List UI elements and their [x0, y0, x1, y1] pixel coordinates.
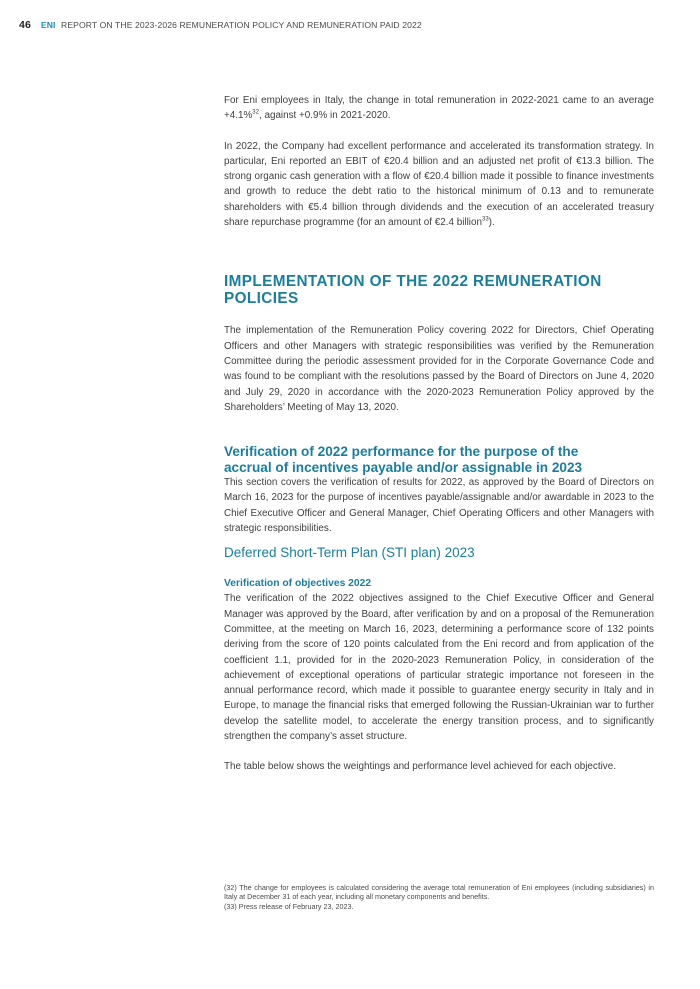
implementation-body: The implementation of the Remuneration Policy covering 2022 for Directors, Chief Operating Officers and other Managers with strategic responsibilities was verified by the Remuneration Committee during the periodic assessment provided for in the Corporate Governance Code and was found to be compliant with the resolutions passed by the Board of Directors on June 4, 2020 and July 29, 2020 in accordance with the 2020-2023 Remuneration Policy approved by the Shareholders’ Meeting of May 13, 2020. [224, 325, 654, 413]
performance-text-b: ). [488, 217, 495, 229]
table-intro-text: The table below shows the weightings and performance level achieved for each objective. [224, 761, 616, 773]
objectives-body: The verification of the 2022 objectives assigned to the Chief Executive Officer and General Manager was approved by the Board, after verification by and on a proposal of the Remuneration Committee, at the meeting on March 16, 2023, determining a performance score of 132 points deriving from the score of 120 points calculated from the Eni record and from application of the coefficient 1.1, provided for in the 2020-2023 Remuneration Policy, in consideration of the achievement of exceptional operations of particular strategic importance not foreseen in the annual performance record, which made it possible to guarantee energy security in Italy and in Europe, to manage the financial risks that emerged following the Russian-Ukrainian war to further develop the satellite model, to accelerate the energy transition process, and to significantly strengthen the company’s asset structure. [224, 593, 654, 743]
verification-title-line1: Verification of 2022 performance for the purpose of the [224, 444, 579, 460]
implementation-title-line1: IMPLEMENTATION OF THE 2022 REMUNERATION [224, 273, 602, 291]
footnote-ref-32: 32 [252, 110, 259, 116]
sti-plan-title: Deferred Short-Term Plan (STI plan) 2023 [224, 545, 475, 561]
performance-text-a: In 2022, the Company had excellent performance and accelerated its transformation strategy. In particular, Eni reported an EBIT of €20.4 billion and an adjusted net profit of €13.3 billion. The strong organic cash generation with a flow of €20.4 billion made it possible to finance investments and growth to reduce the debt ratio to the historical minimum of 0.13 and to remunerate shareholders with €5.4 billion through dividends and the execution of an accelerated treasury share repurchase programme (for an amount of €2.4 billion [224, 140, 654, 229]
footnote-32: (32) The change for employees is calculated considering the average total remuneration of Eni employees (including subsidiaries) in Italy at December 31 of each year, including all monetary components and benefits. [224, 883, 654, 901]
page-number: 46 [19, 19, 31, 31]
verification-body: This section covers the verification of results for 2022, as approved by the Board of Directors on March 16, 2023 for the purpose of incentives payable/assignable and/or awardable in 2023 to the Chief Executive Officer and General Manager, Chief Operating Officers and other Managers with strategic responsibilities. [224, 477, 654, 535]
intro-paragraph-performance [224, 139, 654, 231]
main-content [224, 93, 654, 775]
objectives-title: Verification of objectives 2022 [224, 578, 372, 590]
implementation-title-line2: POLICIES [224, 289, 299, 307]
footnote-33: (33) Press release of February 23, 2023. [224, 902, 354, 912]
intro-paragraph-employees [224, 93, 654, 124]
verification-title-line2: accrual of incentives payable and/or assignable in 2023 [224, 459, 583, 475]
running-header [19, 19, 422, 31]
implementation-section-title [224, 274, 654, 307]
report-title: REPORT ON THE 2023-2026 REMUNERATION POLICY AND REMUNERATION PAID 2022 [61, 20, 422, 30]
intro-text-b: , against +0.9% in 2021-2020. [258, 110, 391, 122]
footnotes [224, 884, 654, 914]
brand-name: ENI [40, 20, 56, 30]
footnote-ref-33: 33 [481, 216, 489, 223]
intro-text-a: For Eni employees in Italy, the change in total remuneration in 2022-2021 came to an average +4.1% [224, 95, 654, 122]
verification-section-title [224, 444, 654, 475]
